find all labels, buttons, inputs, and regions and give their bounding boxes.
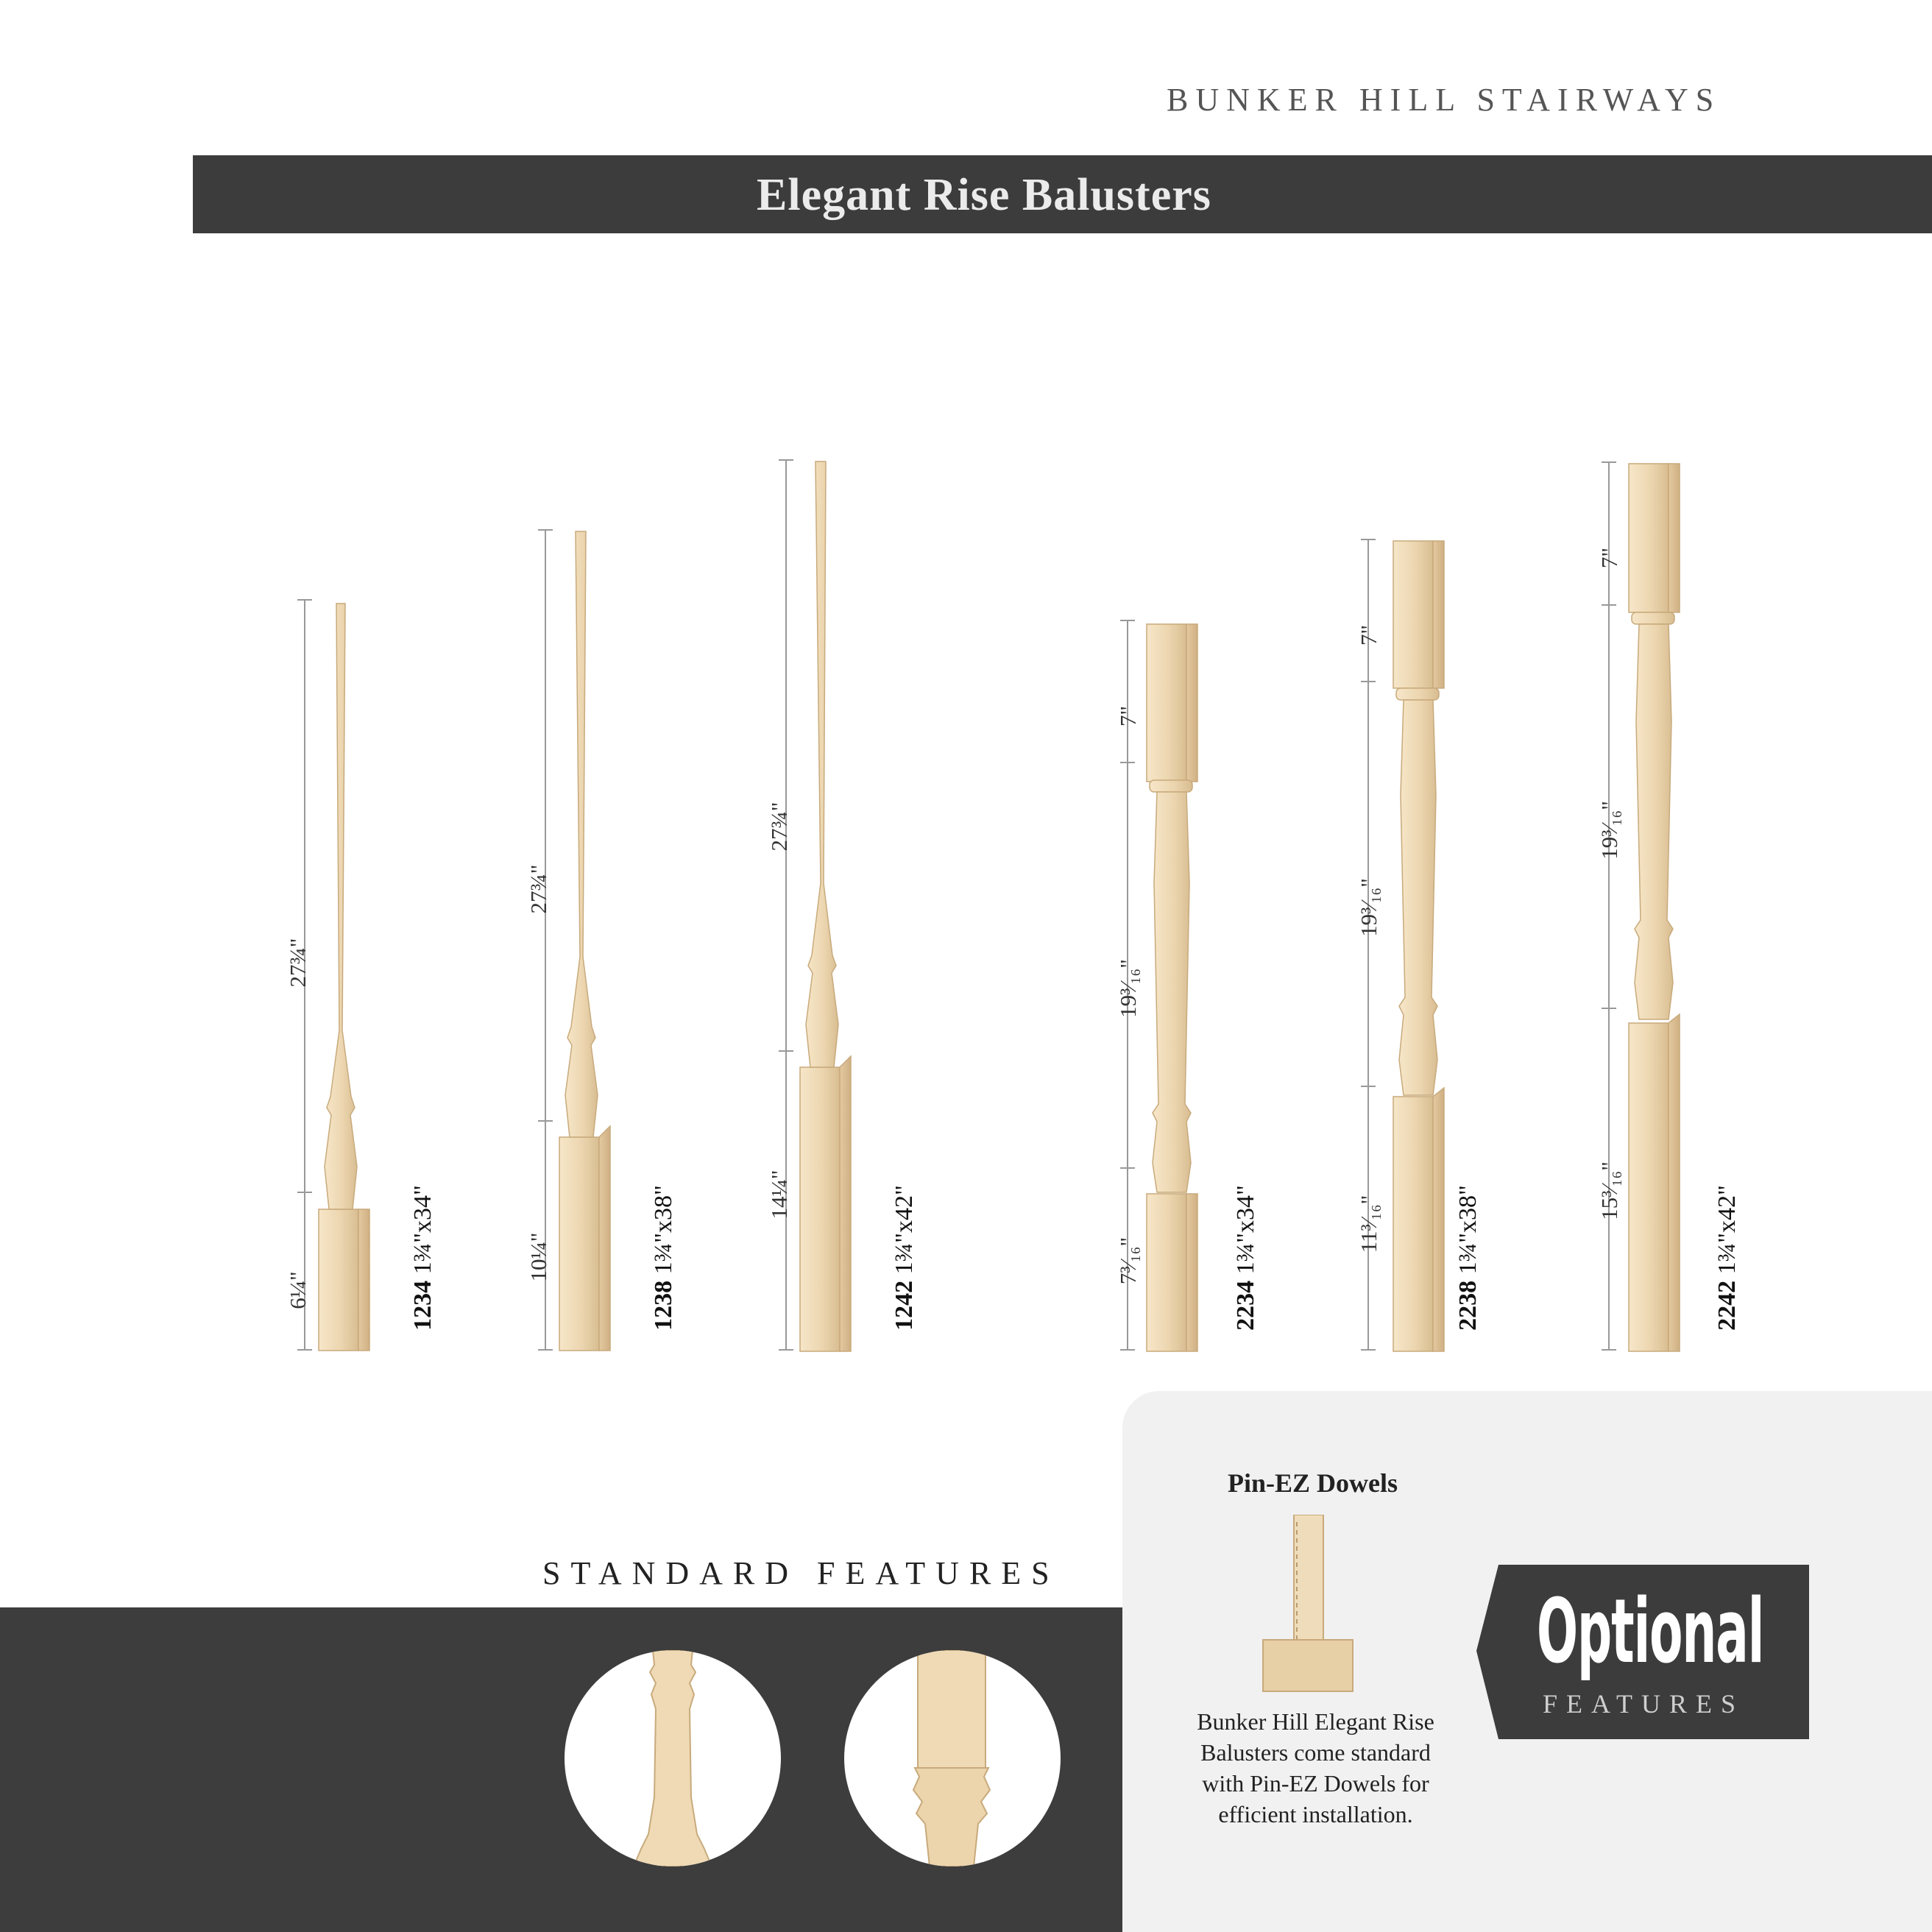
label-1234 xyxy=(409,1177,437,1339)
dim-2238-top: 7" xyxy=(1356,624,1381,646)
optional-badge-title: Optional xyxy=(1537,1581,1764,1683)
label-2242 xyxy=(1713,1177,1741,1339)
model-size: 1¾"x34" xyxy=(1232,1185,1259,1275)
dim-1238-bottom: 10¼" xyxy=(526,1232,551,1282)
label-2234 xyxy=(1232,1177,1260,1339)
model-number: 2234 xyxy=(1232,1280,1259,1331)
baluster-1234 xyxy=(319,604,369,1351)
dim-2238-bottom: 11³⁄₁₆" xyxy=(1356,1195,1381,1253)
label-2238 xyxy=(1454,1177,1482,1339)
model-size: 1¾"x42" xyxy=(891,1185,918,1275)
dowel-image xyxy=(1259,1515,1358,1695)
dim-2234-top: 7" xyxy=(1115,705,1141,727)
model-size: 1¾"x34" xyxy=(409,1185,436,1275)
baluster-1238 xyxy=(559,531,610,1351)
model-number: 2238 xyxy=(1454,1280,1482,1331)
dim-1238-top: 27¾" xyxy=(526,864,551,914)
pin-ez-description: Bunker Hill Elegant Rise Balusters come standard with Pin-EZ Dowels for efficient installation. xyxy=(1197,1708,1434,1827)
dim-1242-top: 27¾" xyxy=(766,802,792,852)
label-1238 xyxy=(650,1177,678,1339)
dim-2238-mid: 19³⁄₁₆" xyxy=(1356,878,1381,937)
dim-2234-mid: 19³⁄₁₆" xyxy=(1115,959,1141,1018)
baluster-2234 xyxy=(1147,624,1197,1351)
dim-1242-bottom: 14¼" xyxy=(766,1170,792,1220)
brand-name: BUNKER HILL STAIRWAYS xyxy=(1167,82,1722,118)
model-size: 1¾"x38" xyxy=(650,1185,677,1275)
baluster-2242 xyxy=(1629,464,1680,1351)
dim-2242-top: 7" xyxy=(1596,547,1622,569)
dim-2242-bottom: 15³⁄₁₆" xyxy=(1596,1161,1622,1220)
standard-features-title: STANDARD FEATURES xyxy=(542,1555,1060,1591)
baluster-1242 xyxy=(800,461,851,1351)
optional-badge-subtitle: FEATURES xyxy=(1543,1689,1745,1719)
model-size: 1¾"x38" xyxy=(1454,1185,1482,1275)
dim-1234-top: 27¾" xyxy=(285,938,311,988)
feature-closeup-2 xyxy=(844,1650,1061,1866)
model-number: 1242 xyxy=(891,1280,918,1331)
page-title: Elegant Rise Balusters xyxy=(757,170,1211,220)
dim-2242-mid: 19³⁄₁₆" xyxy=(1596,801,1622,860)
model-number: 1238 xyxy=(650,1280,677,1331)
dim-2234-bottom: 7³⁄₁₆" xyxy=(1115,1236,1141,1285)
model-number: 1234 xyxy=(409,1280,436,1331)
label-1242 xyxy=(891,1177,919,1339)
baluster-2238 xyxy=(1393,541,1444,1351)
feature-closeup-1 xyxy=(565,1650,781,1866)
model-number: 2242 xyxy=(1713,1280,1741,1331)
pin-ez-title: Pin-EZ Dowels xyxy=(1228,1468,1398,1498)
model-size: 1¾"x42" xyxy=(1713,1185,1741,1275)
dim-1234-bottom: 6¼" xyxy=(285,1271,311,1309)
